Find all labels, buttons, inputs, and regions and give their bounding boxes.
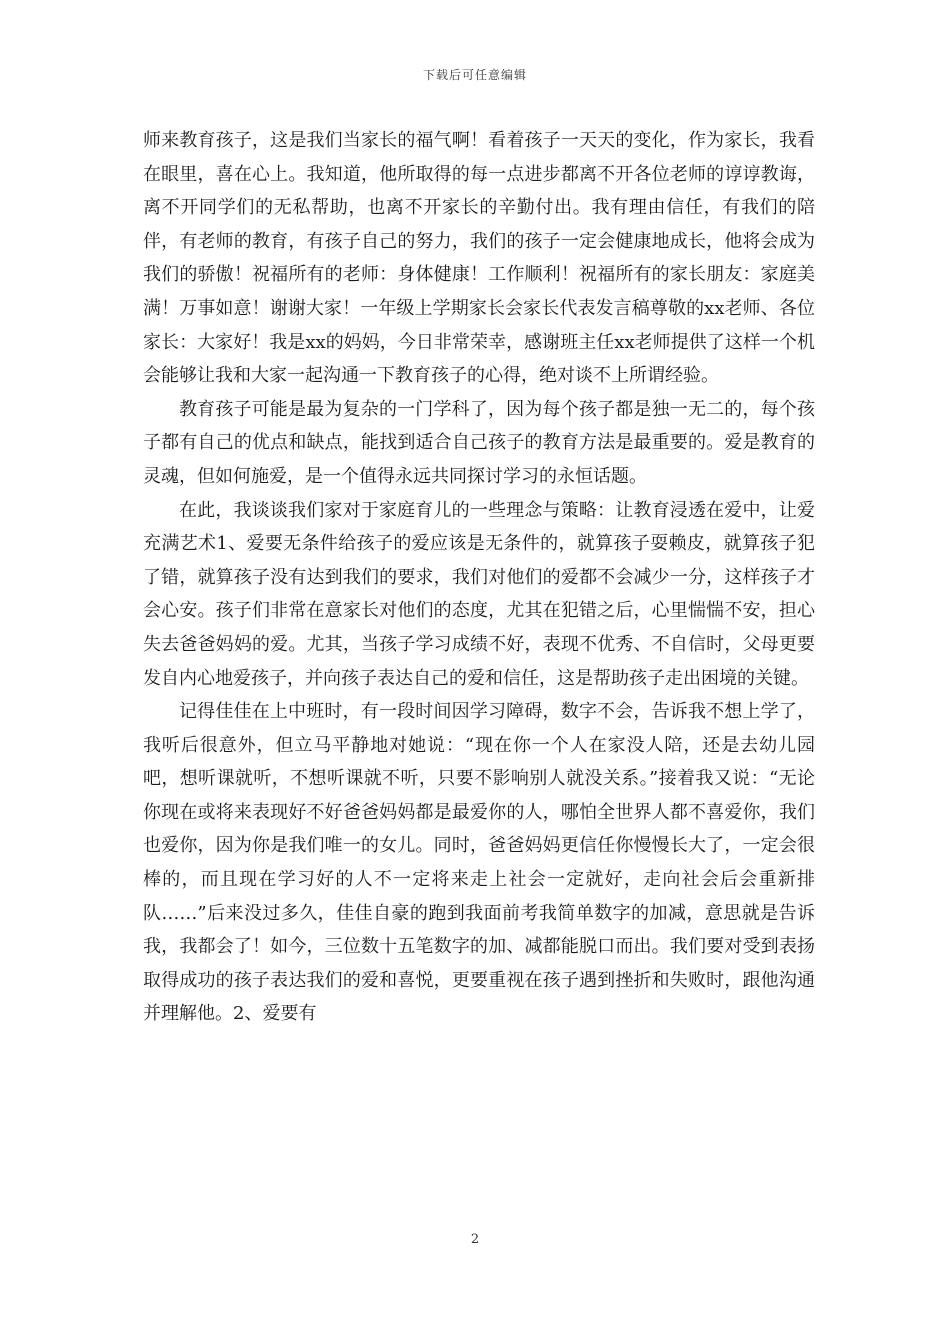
body-text (143, 124, 815, 1031)
paragraph-1: 师来教育孩子，这是我们当家长的福气啊！看着孩子一天天的变化，作为家长，我看在眼里，喜在心上。我知道，他所取得的每一点进步都离不开各位老师的谆谆教诲，离不开同学们的无私帮助，也离不开家长的辛勤付出。我有理由信任，有我们的陪伴，有老师的教育，有孩子自己的努力，我们的孩子一定会健康地成长，他将会成为我们的骄傲！祝福所有的老师：身体健康！工作顺利！祝福所有的家长朋友：家庭美满！万事如意！谢谢大家！一年级上学期家长会家长代表发言稿尊敬的xx老师、各位家长：大家好！我是xx的妈妈，今日非常荣幸，感谢班主任xx老师提供了这样一个机会能够让我和大家一起沟通一下教育孩子的心得，绝对谈不上所谓经验。 (143, 130, 815, 387)
paragraph-3: 在此，我谈谈我们家对于家庭育儿的一些理念与策略：让教育浸透在爱中，让爱充满艺术1、爱要无条件给孩子的爱应该是无条件的，就算孩子耍赖皮，就算孩子犯了错，就算孩子没有达到我们的要求，我们对他们的爱都不会减少一分，这样孩子才会心安。孩子们非常在意家长对他们的态度，尤其在犯错之后，心里惴惴不安，担心失去爸爸妈妈的爱。尤其，当孩子学习成绩不好，表现不优秀、不自信时，父母更要发自内心地爱孩子，并向孩子表达自己的爱和信任，这是帮助孩子走出困境的关键。 (143, 499, 815, 689)
page-number: 2 (470, 1232, 480, 1247)
paragraph-4: 记得佳佳在上中班时，有一段时间因学习障碍，数字不会，告诉我不想上学了，我听后很意外，但立马平静地对她说：“现在你一个人在家没人陪，还是去幼儿园吧，想听课就听，不想听课就不听，只要不影响别人就没关系。”接着我又说：“无论你现在或将来表现好不好爸爸妈妈都是最爱你的人，哪怕全世界人都不喜爱你，我们也爱你，因为你是我们唯一的女儿。同时，爸爸妈妈更信任你慢慢长大了，一定会很棒的，而且现在学习好的人不一定将来走上社会一定就好，走向社会后会重新排队……”后来没过多久，佳佳自豪的跑到我面前考我简单数字的加减，意思就是告诉我，我都会了！如今，三位数十五笔数字的加、减都能脱口而出。我们要对受到表扬取得成功的孩子表达我们的爱和喜悦，更要重视在孩子遇到挫折和失败时，跟他沟通并理解他。2、爱要有 (143, 701, 815, 1025)
paragraph-2: 教育孩子可能是最为复杂的一门学科了，因为每个孩子都是独一无二的，每个孩子都有自己的优点和缺点，能找到适合自己孩子的教育方法是最重要的。爱是教育的灵魂，但如何施爱，是一个值得永远共同探讨学习的永恒话题。 (143, 398, 815, 487)
page-header: 下载后可任意编辑 (422, 68, 527, 82)
